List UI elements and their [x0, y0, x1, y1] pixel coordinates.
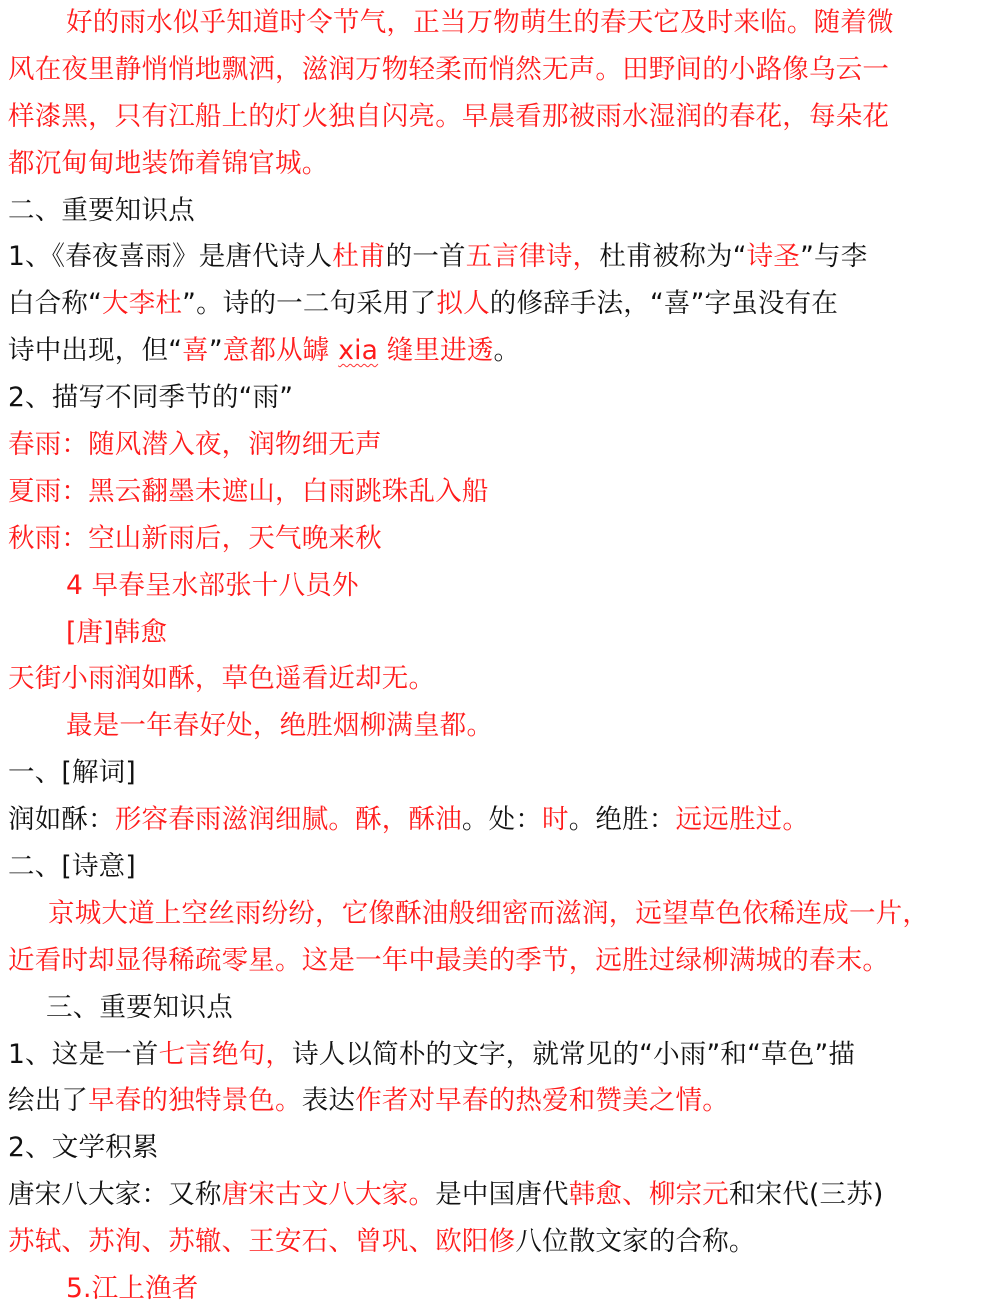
- highlighted-text: 风在夜里静悄悄地飘洒，滋润万物轻柔而悄然无声。田野间的小路像乌云一: [8, 53, 890, 85]
- text-line: [8, 797, 1002, 844]
- body-text: ”与李: [800, 241, 868, 273]
- highlighted-text: 苏轼、苏洵、苏辙、王安石、曾巩、欧阳修: [8, 1226, 516, 1258]
- highlighted-text: 近看时却显得稀疏零星。这是一年中最美的季节，远胜过绿柳满城的春末。: [8, 944, 890, 976]
- highlighted-text: 大李杜: [102, 288, 183, 320]
- highlighted-text: 秋雨：空山新雨后，天气晚来秋: [8, 522, 382, 554]
- text-line: [8, 985, 1002, 1032]
- text-line: [8, 1078, 1002, 1125]
- body-text: 白合称“: [8, 288, 103, 320]
- body-text: 润如酥：: [8, 804, 115, 836]
- text-line: [8, 1172, 1002, 1219]
- highlighted-text: 京城大道上空丝雨纷纷，它像酥油般细密而滋润，远望草色依稀连成一片，: [48, 897, 930, 929]
- body-text: 。: [493, 335, 521, 367]
- body-text: 二、[诗意]: [8, 851, 136, 883]
- highlighted-text: 春雨：随风潜入夜，润物细无声: [8, 429, 382, 461]
- highlighted-text: [唐]韩愈: [66, 616, 168, 648]
- body-text: 诗人以简朴的文字，就常见的“小雨”和“草色”描: [292, 1038, 856, 1070]
- text-line: [8, 422, 1002, 469]
- text-line: [8, 1125, 1002, 1172]
- highlighted-text: 拟人: [436, 288, 490, 320]
- text-line: [8, 563, 1002, 610]
- text-line: [8, 47, 1002, 94]
- text-line: [8, 1266, 1002, 1313]
- text-line: [8, 938, 1002, 985]
- body-text: 诗中出现，但“: [8, 335, 183, 367]
- text-line: [8, 516, 1002, 563]
- highlighted-text: 诗圣: [746, 241, 801, 273]
- text-line: [8, 656, 1002, 703]
- text-line: [8, 703, 1002, 750]
- body-text: 杜甫被称为“: [599, 241, 747, 273]
- text-line: [8, 94, 1002, 141]
- highlighted-text: 唐宋古文八大家。: [221, 1179, 436, 1211]
- body-text: 是中国唐代: [435, 1179, 569, 1211]
- body-text: 。处：: [461, 804, 543, 836]
- body-text: ”。诗的一二句采用了: [182, 288, 437, 320]
- highlighted-text: 缝里进透: [378, 335, 494, 367]
- highlighted-text: 杜甫: [332, 241, 386, 273]
- text-line: [8, 1032, 1002, 1079]
- body-text: 的修辞手法，“喜”字虽没有在: [489, 288, 839, 320]
- body-text: 2、描写不同季节的“雨”: [8, 382, 294, 414]
- highlighted-text: 喜: [182, 335, 209, 367]
- highlighted-text: 作者对早春的热爱和赞美之情。: [355, 1085, 729, 1117]
- text-line: [8, 1219, 1002, 1266]
- body-text: 绘出了: [8, 1085, 89, 1117]
- highlighted-text: 都沉甸甸地装饰着锦官城。: [8, 147, 329, 179]
- highlighted-text: 好的雨水似乎知道时令节气，正当万物萌生的春天它及时来临。随着微: [66, 7, 894, 38]
- text-line: [8, 891, 1002, 938]
- highlighted-text: 七言绝句，: [158, 1038, 293, 1070]
- text-line: [8, 610, 1002, 657]
- highlighted-text: 天街小雨润如酥，草色遥看近却无。: [8, 663, 436, 695]
- text-line: [8, 234, 1002, 281]
- text-line: [8, 0, 1002, 47]
- highlighted-text: 4 早春呈水部张十八员外: [66, 569, 359, 601]
- body-text: ”: [208, 335, 223, 367]
- body-text: 2、文学积累: [8, 1132, 159, 1164]
- body-text: 八位散文家的合称。: [515, 1226, 756, 1258]
- highlighted-text: 意都从罅: [222, 335, 339, 367]
- text-line: [8, 750, 1002, 797]
- highlighted-text: 时: [542, 804, 569, 836]
- body-text: 二、重要知识点: [8, 194, 195, 226]
- text-line: [8, 141, 1002, 188]
- body-text: 和宋代(三苏): [728, 1179, 884, 1211]
- body-text: 。绝胜：: [568, 804, 676, 836]
- body-text: 表达: [301, 1085, 356, 1117]
- text-line: [8, 375, 1002, 422]
- highlighted-text: 5.江上渔者: [66, 1273, 199, 1305]
- highlighted-text: 最是一年春好处，绝胜烟柳满皇都。: [66, 710, 494, 742]
- body-text: 的一首: [385, 241, 466, 273]
- highlighted-text: 远远胜过。: [675, 804, 810, 836]
- highlighted-text: 形容春雨滋润细腻。酥，酥油: [114, 804, 462, 836]
- highlighted-text: 韩愈、柳宗元: [568, 1179, 729, 1211]
- body-text: 一、[解词]: [8, 757, 136, 789]
- text-line: [8, 469, 1002, 516]
- text-line: [8, 188, 1002, 235]
- body-text: 1、《春夜喜雨》是唐代诗人: [8, 241, 333, 273]
- text-line: [8, 844, 1002, 891]
- highlighted-text: 夏雨：黑云翻墨未遮山，白雨跳珠乱入船: [8, 475, 489, 507]
- highlighted-text: 早春的独特景色。: [88, 1085, 302, 1117]
- body-text: 三、重要知识点: [46, 991, 233, 1023]
- text-line: [8, 328, 1002, 375]
- body-text: 1、这是一首: [8, 1038, 159, 1070]
- text-line: [8, 281, 1002, 328]
- highlighted-text: xia: [338, 335, 379, 367]
- body-text: 唐宋八大家：又称: [8, 1179, 222, 1211]
- highlighted-text: 样漆黑，只有江船上的灯火独自闪亮。早晨看那被雨水湿润的春花，每朵花: [8, 100, 890, 132]
- highlighted-text: 五言律诗，: [465, 241, 600, 273]
